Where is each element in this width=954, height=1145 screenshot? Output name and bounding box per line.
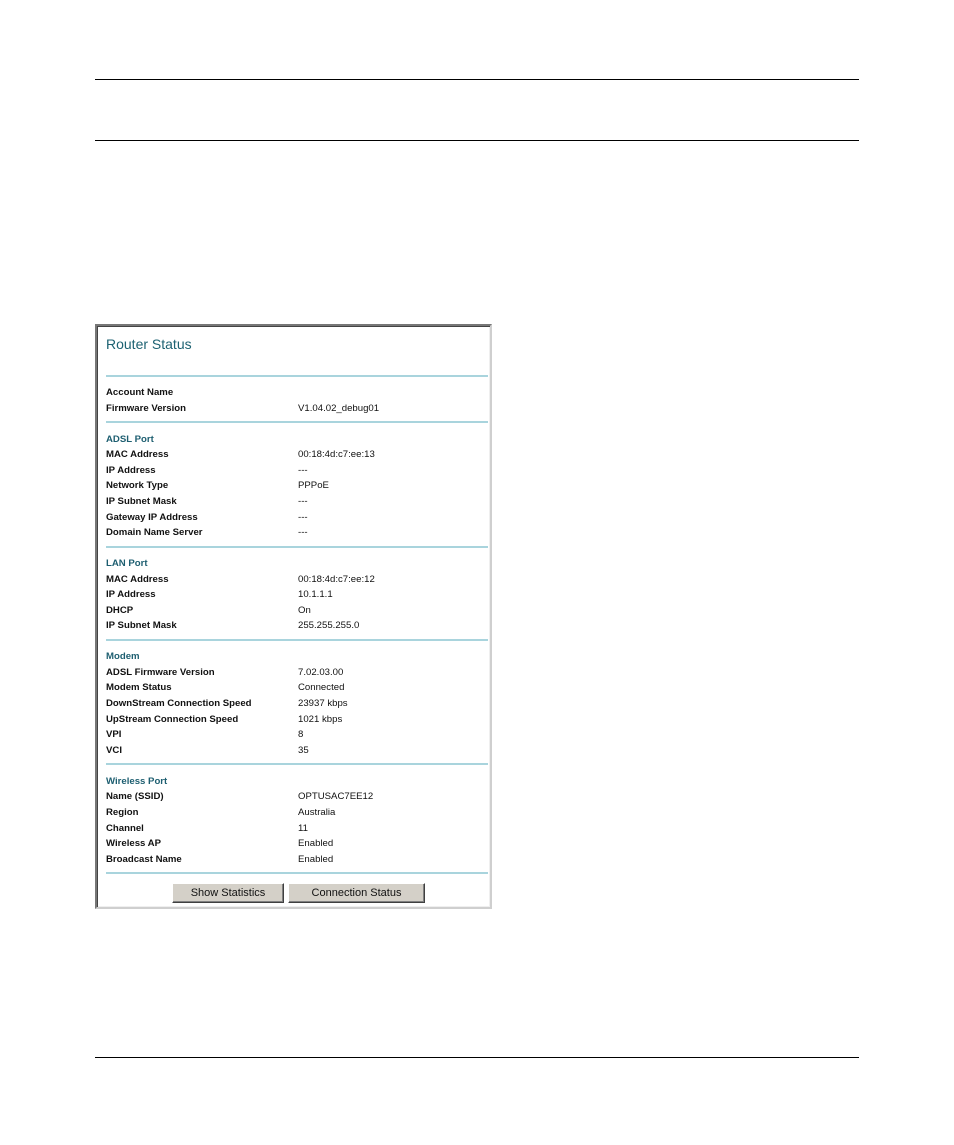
wireless-ap-label: Wireless AP: [106, 838, 162, 849]
downstream-speed-label: DownStream Connection Speed: [106, 698, 252, 709]
vci-value: 35: [298, 745, 309, 756]
lan-subnet-label: IP Subnet Mask: [106, 620, 177, 631]
adsl-subnet-row: [106, 495, 488, 509]
lan-subnet-value: 255.255.255.0: [298, 620, 360, 631]
connection-status-button[interactable]: Connection Status: [288, 883, 425, 903]
section-divider: [106, 546, 488, 548]
lan-ip-label: IP Address: [106, 589, 156, 600]
vci-row: [106, 744, 488, 758]
section-divider: [106, 639, 488, 641]
adsl-port-heading: ADSL Port: [106, 434, 154, 445]
ssid-value: OPTUSAC7EE12: [298, 791, 374, 802]
section-divider: [106, 375, 488, 377]
modem-heading: Modem: [106, 651, 140, 662]
ssid-row: [106, 790, 488, 804]
wireless-ap-value: Enabled: [298, 838, 334, 849]
adsl-gateway-row: [106, 511, 488, 525]
vpi-value: 8: [298, 729, 304, 740]
adsl-mac-label: MAC Address: [106, 449, 169, 460]
channel-label: Channel: [106, 823, 144, 834]
adsl-subnet-label: IP Subnet Mask: [106, 496, 177, 507]
page-header-rule-top: [95, 79, 859, 80]
lan-dhcp-label: DHCP: [106, 605, 134, 616]
firmware-version-row: [106, 402, 488, 416]
modem-status-value: Connected: [298, 682, 345, 693]
modem-status-row: [106, 681, 488, 695]
show-statistics-button[interactable]: Show Statistics: [172, 883, 284, 903]
adsl-mac-row: [106, 448, 488, 462]
adsl-dns-value: ---: [298, 527, 308, 538]
wireless-port-heading: Wireless Port: [106, 776, 168, 787]
lan-mac-value: 00:18:4d:c7:ee:12: [298, 574, 375, 585]
ssid-label: Name (SSID): [106, 791, 164, 802]
adsl-network-type-value: PPPoE: [298, 480, 329, 491]
adsl-dns-label: Domain Name Server: [106, 527, 203, 538]
vpi-row: [106, 728, 488, 742]
modem-status-label: Modem Status: [106, 682, 172, 693]
section-divider: [106, 872, 488, 874]
adsl-ip-row: [106, 464, 488, 478]
broadcast-name-label: Broadcast Name: [106, 854, 182, 865]
lan-ip-value: 10.1.1.1: [298, 589, 333, 600]
lan-dhcp-value: On: [298, 605, 311, 616]
vpi-label: VPI: [106, 729, 122, 740]
wireless-ap-row: [106, 837, 488, 851]
section-divider: [106, 763, 488, 765]
upstream-speed-label: UpStream Connection Speed: [106, 714, 239, 725]
lan-ip-row: [106, 588, 488, 602]
adsl-mac-value: 00:18:4d:c7:ee:13: [298, 449, 375, 460]
account-name-label: Account Name: [106, 387, 174, 398]
modem-firmware-label: ADSL Firmware Version: [106, 667, 215, 678]
region-row: [106, 806, 488, 820]
adsl-ip-value: ---: [298, 465, 308, 476]
firmware-version-value: V1.04.02_debug01: [298, 403, 380, 414]
modem-firmware-row: [106, 666, 488, 680]
firmware-version-label: Firmware Version: [106, 403, 186, 414]
downstream-speed-value: 23937 kbps: [298, 698, 348, 709]
lan-mac-label: MAC Address: [106, 574, 169, 585]
account-name-row: [106, 386, 488, 400]
page-footer-rule: [95, 1057, 859, 1058]
adsl-dns-row: [106, 526, 488, 540]
lan-subnet-row: [106, 619, 488, 633]
upstream-speed-value: 1021 kbps: [298, 714, 343, 725]
channel-row: [106, 822, 488, 836]
lan-mac-row: [106, 573, 488, 587]
channel-value: 11: [298, 823, 308, 834]
lan-port-heading: LAN Port: [106, 558, 148, 569]
router-status-window: [95, 324, 492, 909]
adsl-network-type-label: Network Type: [106, 480, 169, 491]
region-label: Region: [106, 807, 139, 818]
adsl-gateway-value: ---: [298, 512, 308, 523]
broadcast-name-row: [106, 853, 488, 867]
adsl-gateway-label: Gateway IP Address: [106, 512, 198, 523]
adsl-subnet-value: ---: [298, 496, 308, 507]
region-value: Australia: [298, 807, 336, 818]
page-header-rule-bottom: [95, 140, 859, 141]
lan-dhcp-row: [106, 604, 488, 618]
adsl-ip-label: IP Address: [106, 465, 156, 476]
modem-firmware-value: 7.02.03.00: [298, 667, 344, 678]
upstream-speed-row: [106, 713, 488, 727]
adsl-network-type-row: [106, 479, 488, 493]
vci-label: VCI: [106, 745, 122, 756]
broadcast-name-value: Enabled: [298, 854, 334, 865]
section-divider: [106, 421, 488, 423]
downstream-speed-row: [106, 697, 488, 711]
page-title: Router Status: [106, 336, 192, 352]
